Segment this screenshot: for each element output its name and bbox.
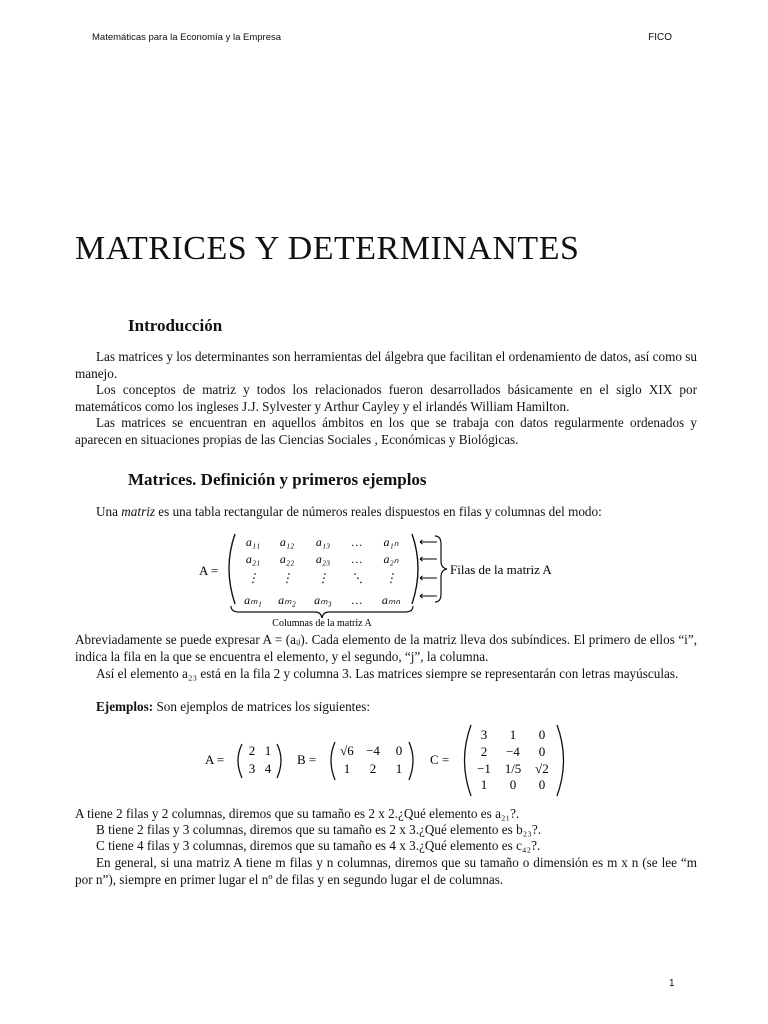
section-introduccion-heading: Introducción bbox=[128, 316, 223, 335]
right-paren bbox=[412, 534, 418, 604]
matrix-c-cell: 0 bbox=[509, 777, 517, 792]
row-arrow-icon: ⟵ bbox=[419, 588, 438, 603]
matrix-b-cell: −4 bbox=[366, 743, 380, 758]
matrix-c-cells bbox=[477, 727, 549, 792]
matrix-c-cell: 1/5 bbox=[504, 761, 522, 776]
general-matrix-cell: ⋱ bbox=[351, 571, 363, 585]
size-sentence-general: En general, si una matriz A tiene m filas y n columnas, diremos que su tamaño o dimensión es m x n (se lee “m por n”), siempre en primer lugar el nº de filas y en segundo lugar el de columnas. bbox=[75, 855, 697, 887]
general-matrix-cell: a₂₃ bbox=[315, 552, 331, 566]
matrix-b-left-paren bbox=[331, 742, 335, 780]
size-sentence-c: C tiene 4 filas y 3 columnas, diremos que su tamaño es 4 x 3.¿Qué elemento es c₄₂?. bbox=[96, 838, 541, 853]
matrix-definition bbox=[75, 504, 697, 521]
matrix-b-cell: 2 bbox=[369, 761, 377, 776]
def-pre: Una bbox=[96, 504, 122, 519]
row-arrow-icon: ⟵ bbox=[419, 551, 438, 566]
page-header bbox=[92, 32, 672, 46]
header-course-title: Matemáticas para la Economía y la Empresa bbox=[92, 32, 282, 43]
general-matrix-cell: aₘₙ bbox=[381, 593, 401, 607]
matrix-c-left-paren bbox=[465, 725, 472, 796]
row-arrow-icon: ⟵ bbox=[419, 534, 438, 549]
general-matrix-cell: aₘ₃ bbox=[314, 593, 332, 607]
matrix-a-cell: 3 bbox=[248, 761, 256, 776]
matrix-c-cell: −4 bbox=[506, 744, 520, 759]
general-matrix-cell: a₂₁ bbox=[245, 552, 261, 566]
matrix-b-cells bbox=[340, 743, 402, 776]
general-matrix-cells bbox=[244, 535, 400, 607]
general-matrix-cell: a₁ₙ bbox=[383, 535, 399, 549]
rows-label: Filas de la matriz A bbox=[450, 562, 552, 577]
general-matrix-cell: … bbox=[351, 535, 363, 549]
matrix-c-cell: 0 bbox=[538, 744, 546, 759]
general-matrix-cell: a₁₃ bbox=[315, 535, 331, 549]
columns-label: Columnas de la matriz A bbox=[272, 618, 372, 629]
section-matrices-heading: Matrices. Definición y primeros ejemplos bbox=[128, 470, 427, 489]
general-matrix-cell: ⋮ bbox=[317, 571, 329, 585]
general-matrix-cell: ⋮ bbox=[281, 571, 293, 585]
intro-paragraph-3: Las matrices se encuentran en aquellos ámbitos en los que se trabaja con datos regularmente ordenados y aparecen en situaciones propias de las Ciencias Sociales , Económicas y Biológicas. bbox=[75, 415, 697, 447]
matrix-b-cell: 1 bbox=[395, 761, 403, 776]
examples-intro bbox=[75, 699, 697, 716]
matrix-a-right-paren bbox=[277, 744, 281, 778]
abbreviation-paragraph: Abreviadamente se puede expresar A = (aᵢⱼ). Cada elemento de la matriz lleva dos subíndices. El primero de ellos “i”, indica la fila en la que se encuentra el elemento, y el segundo, “j”, la columna. bbox=[75, 632, 697, 664]
matrix-c-cell: 0 bbox=[538, 727, 546, 742]
matrix-b-right-paren bbox=[409, 742, 413, 780]
intro-paragraph-2: Los conceptos de matriz y todos los relacionados fueron desarrollados básicamente en el siglo XIX por matemáticos como los ingleses J.J. Sylvester y Arthur Cayley y el irlandés William Hamilton. bbox=[75, 382, 697, 414]
general-matrix-figure bbox=[195, 528, 595, 630]
matrix-a-left-paren bbox=[238, 744, 242, 778]
row-arrow-icon: ⟵ bbox=[419, 570, 438, 585]
general-matrix-cell: ⋮ bbox=[385, 571, 397, 585]
page-number: 1 bbox=[669, 978, 675, 989]
matrix-c-cell: 3 bbox=[480, 727, 488, 742]
general-matrix-cell: aₘ₂ bbox=[278, 593, 296, 607]
general-matrix-cell: … bbox=[351, 593, 363, 607]
matrix-a-lhs: A = bbox=[205, 752, 225, 767]
matrix-b-cell: 0 bbox=[395, 743, 403, 758]
general-matrix-cell: … bbox=[351, 552, 363, 566]
matrix-c-lhs: C = bbox=[430, 752, 450, 767]
def-post: es una tabla rectangular de números reales dispuestos en filas y columnas del modo: bbox=[155, 504, 602, 519]
matrix-b-cell: 1 bbox=[343, 761, 351, 776]
general-matrix-cell: a₂₂ bbox=[279, 552, 295, 566]
matrix-c-cell: 1 bbox=[509, 727, 517, 742]
examples-label: Ejemplos: bbox=[96, 699, 154, 714]
general-matrix-cell: a₁₂ bbox=[279, 535, 295, 549]
matrix-c-cell: √2 bbox=[535, 761, 549, 776]
size-sentence-a: A tiene 2 filas y 2 columnas, diremos que su tamaño es 2 x 2.¿Qué elemento es a₂₁?. bbox=[75, 806, 520, 821]
general-matrix-cell: aₘ₁ bbox=[244, 593, 262, 607]
matrix-a-cell: 2 bbox=[248, 743, 256, 758]
matrix-c-cell: 2 bbox=[480, 744, 488, 759]
general-matrix-cell: a₁₁ bbox=[245, 535, 261, 549]
matrix-a-cells bbox=[249, 743, 272, 776]
general-matrix-cell: a₂ₙ bbox=[383, 552, 399, 566]
example-matrices-figure bbox=[200, 722, 580, 802]
header-fico: FICO bbox=[648, 32, 672, 43]
matrix-b-lhs: B = bbox=[297, 752, 317, 767]
matrix-c-cell: 0 bbox=[538, 777, 546, 792]
columns-brace bbox=[231, 606, 413, 618]
general-matrix-lhs: A = bbox=[199, 563, 219, 578]
document-title: MATRICES Y DETERMINANTES bbox=[75, 230, 580, 267]
matrix-a-cell: 1 bbox=[264, 743, 272, 758]
matrix-c-cell: −1 bbox=[477, 761, 491, 776]
matrix-b-cell: √6 bbox=[340, 743, 354, 758]
size-sentence-b: B tiene 2 filas y 3 columnas, diremos que su tamaño es 2 x 3.¿Qué elemento es b₂₃?. bbox=[96, 822, 542, 837]
intro-paragraph-1: Las matrices y los determinantes son herramientas del álgebra que facilitan el ordenamiento de datos, así como su manejo. bbox=[75, 349, 697, 381]
matrix-c-cell: 1 bbox=[480, 777, 488, 792]
general-matrix-cell: ⋮ bbox=[247, 571, 259, 585]
element-example-paragraph: Así el elemento a₂₃ está en la fila 2 y columna 3. Las matrices siempre se representarán con letras mayúsculas. bbox=[96, 666, 679, 681]
row-arrows bbox=[419, 534, 438, 603]
examples-text: Son ejemplos de matrices los siguientes: bbox=[153, 699, 370, 714]
matrix-c-right-paren bbox=[557, 725, 564, 796]
def-emphasis: matriz bbox=[121, 504, 155, 519]
left-paren bbox=[229, 534, 235, 604]
matrix-a-cell: 4 bbox=[264, 761, 272, 776]
